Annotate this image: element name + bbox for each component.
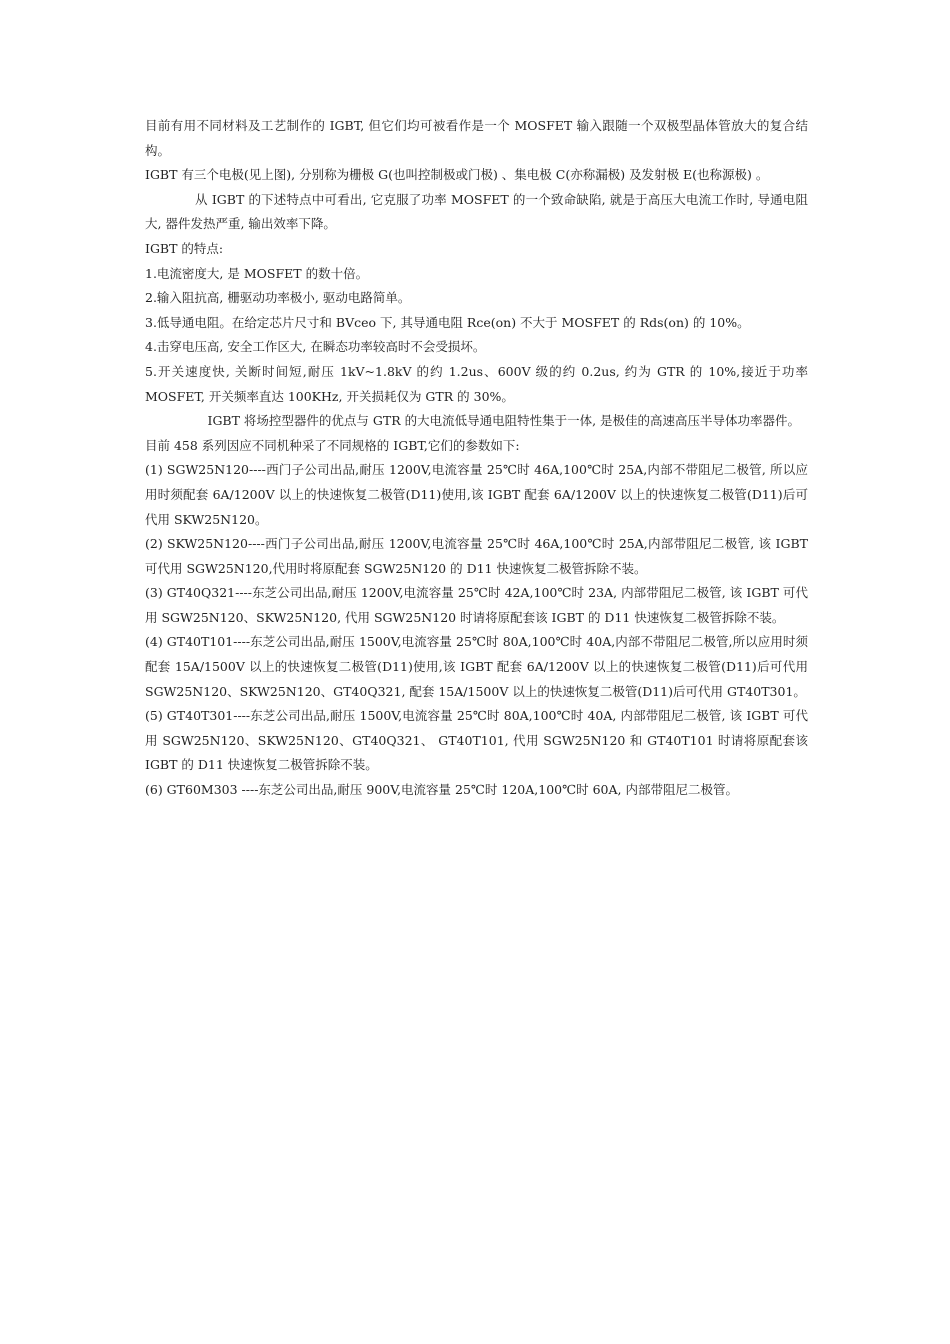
paragraph-intro: 目前有用不同材料及工艺制作的 IGBT, 但它们均可被看作是一个 MOSFET 输入跟随一个双极型晶体管放大的复合结构。 <box>145 118 808 158</box>
paragraph-advantage: 从 IGBT 的下述特点中可看出, 它克服了功率 MOSFET 的一个致命缺陷, 就是于高压大电流工作时, 导通电阻大, 器件发热严重, 输出效率下降。 <box>145 191 808 232</box>
feature-item-3: 3.低导通电阻。在给定芯片尺寸和 BVceo 下, 其导通电阻 Rce(on) 不大于 MOSFET 的 Rds(on) 的 10%。 <box>145 314 750 330</box>
features-heading: IGBT 的特点: <box>145 240 224 256</box>
igbt-item-6: (6) GT60M303 ----东芝公司出品,耐压 900V,电流容量 25℃时 120A,100℃时 60A, 内部带阻尼二极管。 <box>145 782 738 798</box>
igbt-item-4: (4) GT40T101----东芝公司出品,耐压 1500V,电流容量 25℃时 80A,100℃时 40A,内部不带阻尼二极管,所以应用时须配套 15A/1500V 以上的快速恢复二极管(D11)使用,该 IGBT 配套 6A/1200V 以上的快速恢复二极管(D11)后可代用 SGW25N120、SKW25N120、GT40Q321, 配套 15A/1500V 以上的快速恢复二极管(D11)后可代用 GT40T301。 <box>145 634 808 699</box>
paragraph-series-intro: 目前 458 系列因应不同机种采了不同规格的 IGBT,它们的参数如下: <box>145 437 520 453</box>
igbt-item-5: (5) GT40T301----东芝公司出品,耐压 1500V,电流容量 25℃时 80A,100℃时 40A, 内部带阻尼二极管, 该 IGBT 可代用 SGW25N120、SKW25N120、GT40Q321、 GT40T101, 代用 SGW25N120 和 GT40T101 时请将原配套该 IGBT 的 D11 快速恢复二极管拆除不装。 <box>145 708 808 773</box>
igbt-item-2: (2) SKW25N120----西门子公司出品,耐压 1200V,电流容量 25℃时 46A,100℃时 25A,内部带阻尼二极管, 该 IGBT 可代用 SGW25N120,代用时将原配套 SGW25N120 的 D11 快速恢复二极管拆除不装。 <box>145 536 808 576</box>
igbt-item-3: (3) GT40Q321----东芝公司出品,耐压 1200V,电流容量 25℃时 42A,100℃时 23A, 内部带阻尼二极管, 该 IGBT 可代用 SGW25N120、SKW25N120, 代用 SGW25N120 时请将原配套该 IGBT 的 D11 快速恢复二极管拆除不装。 <box>145 585 808 625</box>
feature-item-5: 5.开关速度快, 关断时间短,耐压 1kV~1.8kV 的约 1.2us、600V 级的约 0.2us, 约为 GTR 的 10%,接近于功率 MOSFET, 开关频率直达 100KHz, 开关损耗仅为 GTR 的 30%。 <box>145 363 808 404</box>
document-body <box>145 114 808 803</box>
paragraph-summary: IGBT 将场控型器件的优点与 GTR 的大电流低导通电阻特性集于一体, 是极佳的高速高压半导体功率器件。 <box>207 413 801 429</box>
paragraph-electrodes: IGBT 有三个电极(见上图), 分别称为栅极 G(也叫控制极或门极) 、集电极 C(亦称漏极) 及发射极 E(也称源极) 。 <box>145 167 769 183</box>
feature-item-2: 2.输入阻抗高, 栅驱动功率极小, 驱动电路简单。 <box>145 290 411 306</box>
feature-item-1: 1.电流密度大, 是 MOSFET 的数十倍。 <box>145 265 369 281</box>
feature-item-4: 4.击穿电压高, 安全工作区大, 在瞬态功率较高时不会受损坏。 <box>145 339 486 355</box>
igbt-item-1: (1) SGW25N120----西门子公司出品,耐压 1200V,电流容量 25℃时 46A,100℃时 25A,内部不带阻尼二极管, 所以应用时须配套 6A/1200V 以上的快速恢复二极管(D11)使用,该 IGBT 配套 6A/1200V 以上的快速恢复二极管(D11)后可代用 SKW25N120。 <box>145 462 808 527</box>
